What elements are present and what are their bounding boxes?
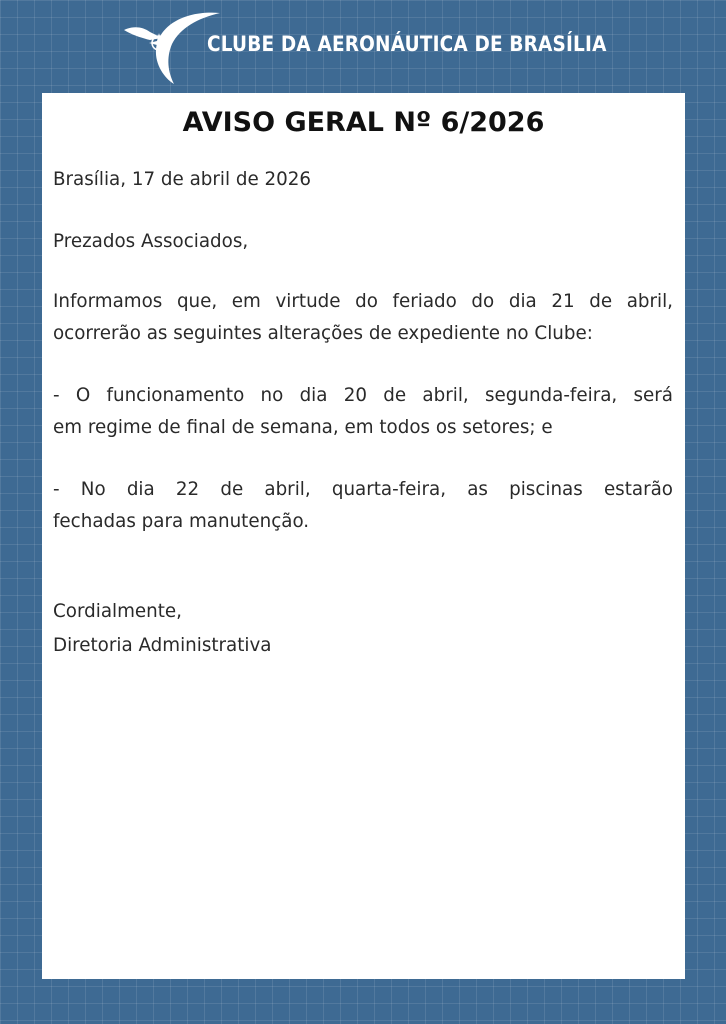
club-header	[0, 0, 726, 92]
item-2-line-1: - No dia 22 de abril, quarta-feira, as piscinas estarão	[53, 479, 673, 500]
notice-card	[42, 93, 685, 979]
item-1-line-2: em regime de final de semana, em todos os setores; e	[53, 417, 553, 438]
item-2-line-2: fechadas para manutenção.	[53, 511, 310, 532]
greeting-text: Prezados Associados,	[53, 231, 249, 252]
closing-text: Cordialmente,	[53, 601, 182, 622]
notice-title: AVISO GERAL Nº 6/2026	[182, 107, 545, 138]
intro-line-2: ocorrerão as seguintes alterações de expediente no Clube:	[53, 323, 593, 344]
intro-line-1: Informamos que, em virtude do feriado do dia 21 de abril,	[53, 291, 673, 312]
item-1-line-1: - O funcionamento no dia 20 de abril, segunda-feira, será	[53, 385, 673, 406]
signature-text: Diretoria Administrativa	[53, 635, 272, 656]
club-name: CLUBE DA AERONÁUTICA DE BRASÍLIA	[207, 32, 607, 56]
date-text: Brasília, 17 de abril de 2026	[53, 169, 312, 190]
